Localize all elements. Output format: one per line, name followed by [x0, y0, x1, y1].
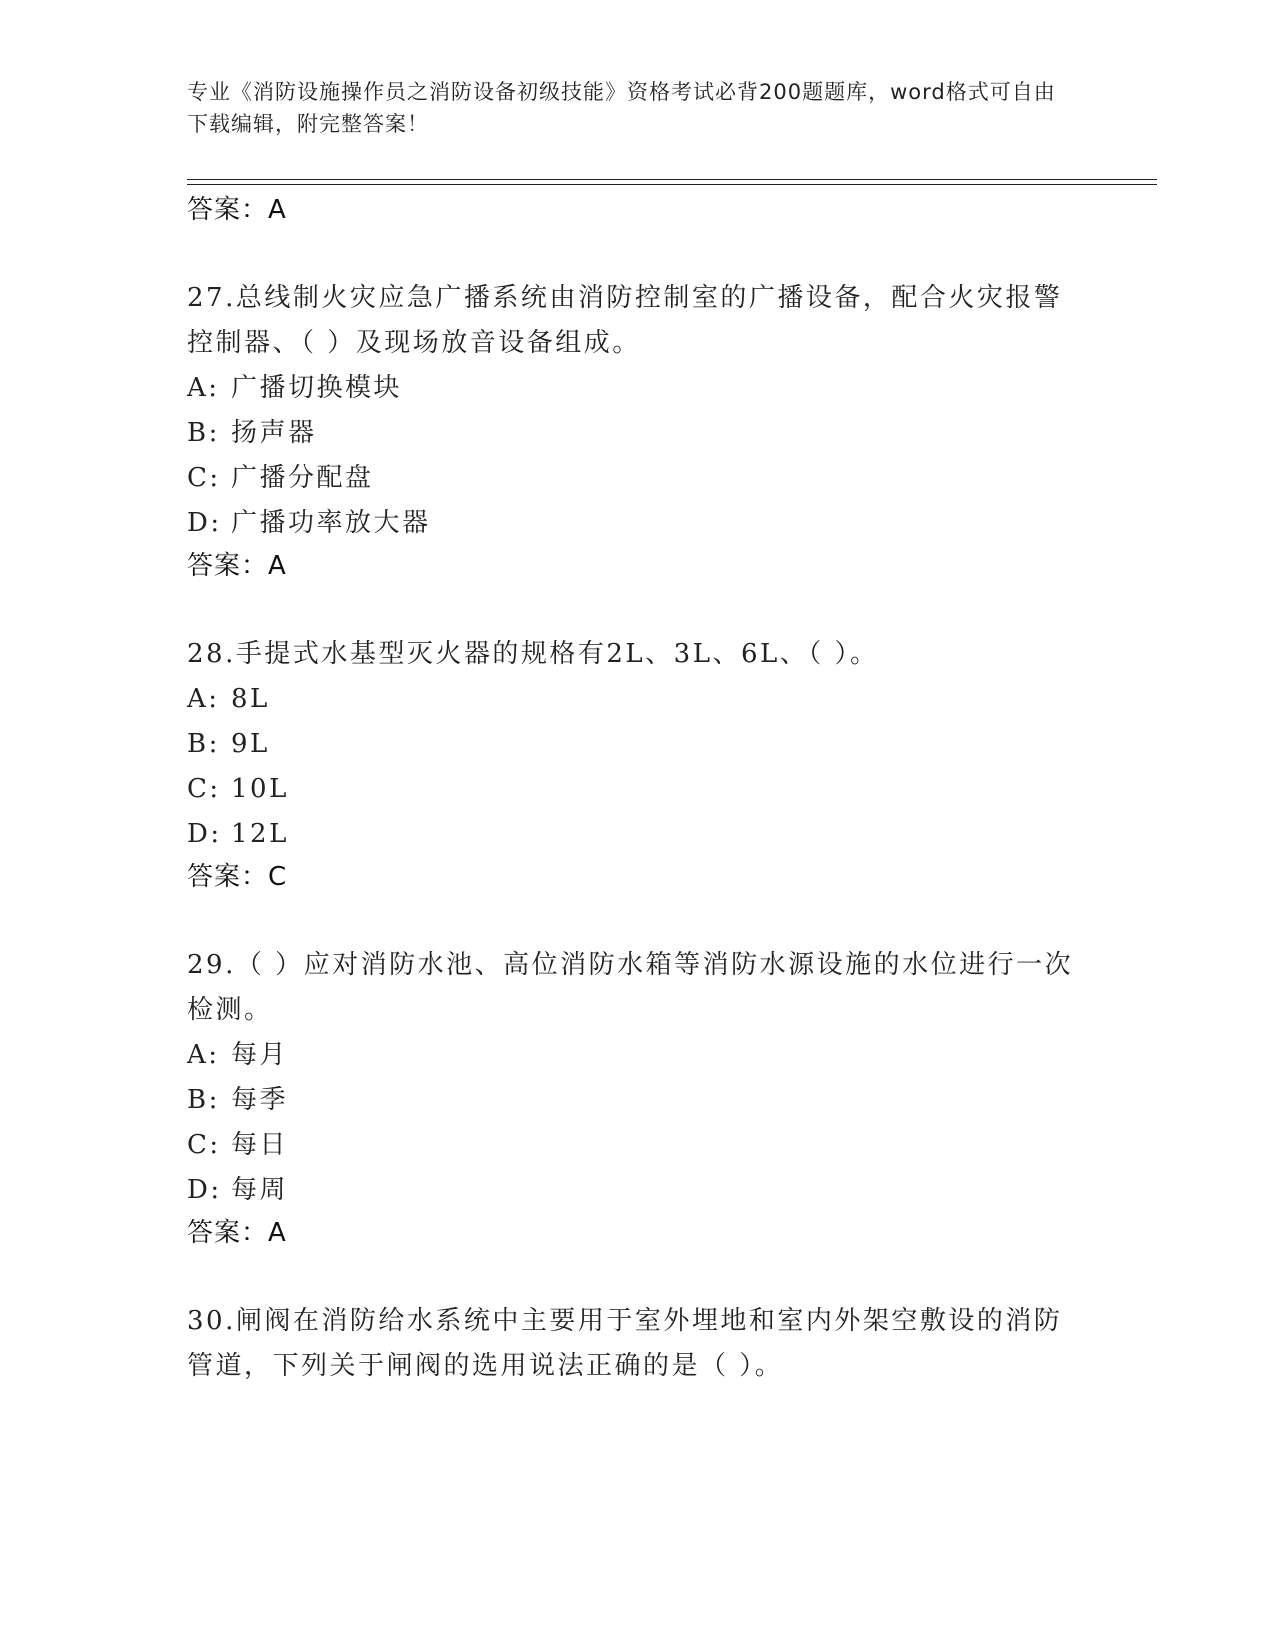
option-text: 10L: [231, 774, 289, 804]
option-b: [187, 411, 1087, 456]
option-text: 广播切换模块: [231, 373, 403, 403]
option-letter: B:: [187, 418, 220, 448]
question-stem: 28.手提式水基型灭火器的规格有2L、3L、6L、（ ）。: [187, 639, 879, 669]
option-text: 8L: [231, 684, 270, 714]
option-text: 广播分配盘: [231, 463, 374, 493]
question-item: [187, 943, 1087, 1257]
option-d: [187, 812, 1087, 857]
question-item: [187, 276, 1087, 590]
option-text: 每周: [231, 1175, 289, 1205]
option-d: [187, 501, 1087, 546]
question-stem: 27.总线制火灾应急广播系统由消防控制室的广播设备，配合火灾报警控制器、（ ）及现场放音设备组成。: [187, 283, 1063, 358]
option-letter: D:: [187, 508, 222, 538]
option-c: [187, 1123, 1087, 1168]
option-a: [187, 366, 1087, 411]
question-item: [187, 1299, 1087, 1389]
option-text: 每日: [231, 1130, 289, 1160]
question-item: [187, 632, 1087, 901]
option-a: [187, 677, 1087, 722]
option-letter: A:: [187, 684, 220, 714]
header-rule-top: [187, 179, 1157, 180]
answer-line: 答案：A: [187, 551, 287, 581]
option-letter: B:: [187, 1085, 220, 1115]
option-text: 9L: [231, 729, 270, 759]
option-d: [187, 1168, 1087, 1213]
question-stem: 29.（ ）应对消防水池、高位消防水箱等消防水源设施的水位进行一次检测。: [187, 950, 1074, 1025]
header-rule-bottom: [187, 184, 1157, 185]
option-letter: A:: [187, 373, 220, 403]
option-letter: A:: [187, 1040, 220, 1070]
option-text: 12L: [231, 819, 289, 849]
option-text: 每月: [231, 1040, 289, 1070]
option-text: 广播功率放大器: [231, 508, 431, 538]
option-text: 扬声器: [231, 418, 317, 448]
option-a: [187, 1033, 1087, 1078]
option-letter: C:: [187, 463, 221, 493]
document-header: 专业《消防设施操作员之消防设备初级技能》资格考试必背200题题库，word格式可自由下载编辑，附完整答案！: [187, 80, 1056, 136]
answer-line: 答案：A: [187, 195, 287, 225]
option-letter: C:: [187, 1130, 221, 1160]
option-c: [187, 456, 1087, 501]
option-b: [187, 722, 1087, 767]
option-c: [187, 767, 1087, 812]
option-letter: B:: [187, 729, 220, 759]
option-letter: D:: [187, 819, 222, 849]
option-b: [187, 1078, 1087, 1123]
question-stem: 30.闸阀在消防给水系统中主要用于室外埋地和室内外架空敷设的消防管道，下列关于闸阀的选用说法正确的是（ ）。: [187, 1306, 1063, 1381]
option-letter: D:: [187, 1175, 222, 1205]
option-letter: C:: [187, 774, 221, 804]
answer-line: 答案：C: [187, 862, 288, 892]
question-list: [187, 190, 1087, 1389]
answer-line: 答案：A: [187, 1218, 287, 1248]
option-text: 每季: [231, 1085, 289, 1115]
